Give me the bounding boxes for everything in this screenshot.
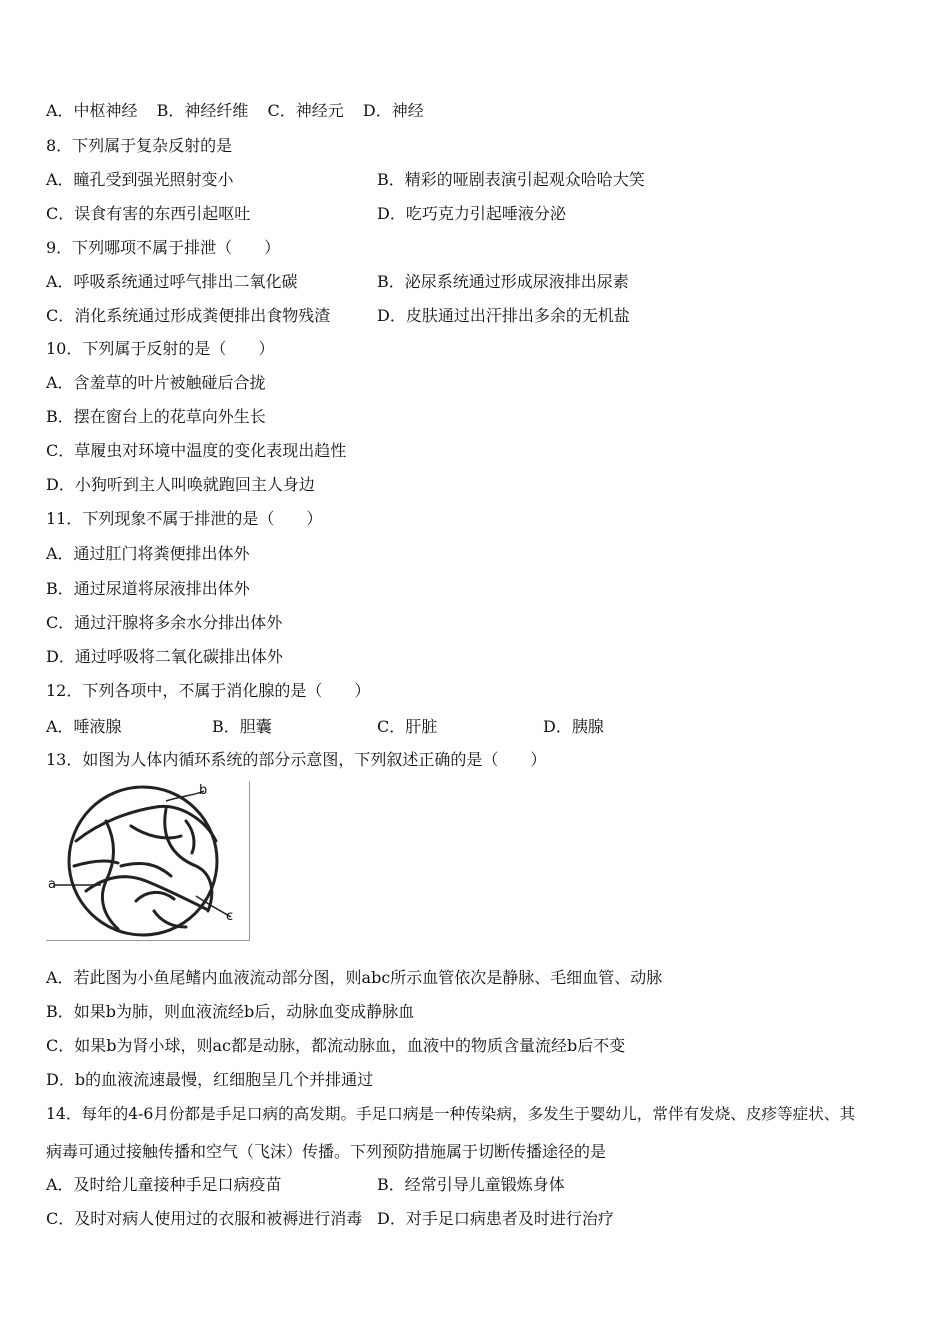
q10-option-d: D．小狗听到主人叫唤就跑回主人身边 <box>46 475 315 494</box>
q14-option-b: B．经常引导儿童锻炼身体 <box>377 1175 565 1194</box>
q14-option-d: D．对手足口病患者及时进行治疗 <box>377 1209 614 1228</box>
q11-option-b: B．通过尿道将尿液排出体外 <box>46 579 250 598</box>
q11-stem: 11．下列现象不属于排泄的是（ ） <box>46 509 323 528</box>
q11-option-d: D．通过呼吸将二氧化碳排出体外 <box>46 647 283 666</box>
q13-stem: 13．如图为人体内循环系统的部分示意图，下列叙述正确的是（ ） <box>46 750 547 769</box>
q9-stem: 9．下列哪项不属于排泄（ ） <box>46 238 281 257</box>
q9-option-b: B．泌尿系统通过形成尿液排出尿素 <box>377 272 629 291</box>
q13-option-a: A．若此图为小鱼尾鳍内血液流动部分图，则abc所示血管依次是静脉、毛细血管、动脉 <box>46 968 663 987</box>
q10-stem: 10．下列属于反射的是（ ） <box>46 339 275 358</box>
q8-stem: 8．下列属于复杂反射的是 <box>46 136 233 155</box>
q8-option-d: D．吃巧克力引起唾液分泌 <box>377 204 566 223</box>
q9-option-a: A．呼吸系统通过呼气排出二氧化碳 <box>46 272 298 291</box>
figure-label-b: b <box>199 783 208 798</box>
q12-option-a: A．唾液腺 <box>46 717 122 736</box>
q8-option-b: B．精彩的哑剧表演引起观众哈哈大笑 <box>377 170 645 189</box>
q12-option-c: C．肝脏 <box>377 717 438 736</box>
q14-option-c: C．及时对病人使用过的衣服和被褥进行消毒 <box>46 1209 363 1228</box>
q13-option-c: C．如果b为肾小球，则ac都是动脉，都流动脉血，血液中的物质含量流经b后不变 <box>46 1036 626 1055</box>
q7-option-b: B．神经纤维 <box>156 101 249 120</box>
q7-option-d: D．神经 <box>362 101 424 120</box>
q14-stem-line2: 病毒可通过接触传播和空气（飞沫）传播。下列预防措施属于切断传播途径的是 <box>46 1142 607 1161</box>
q7-option-c: C．神经元 <box>267 101 344 120</box>
q9-option-c: C．消化系统通过形成粪便排出食物残渣 <box>46 306 331 325</box>
capillary-network-drawing <box>46 781 249 940</box>
figure-label-c: c <box>226 909 234 924</box>
q13-option-b: B．如果b为肺，则血液流经b后，动脉血变成静脉血 <box>46 1002 415 1021</box>
q12-options <box>0 716 950 738</box>
q12-stem: 12．下列各项中，不属于消化腺的是（ ） <box>46 681 371 700</box>
q13-option-d: D．b的血液流速最慢，红细胞呈几个并排通过 <box>46 1070 374 1089</box>
q10-option-a: A．含羞草的叶片被触碰后合拢 <box>46 373 266 392</box>
q9-option-d: D．皮肤通过出汗排出多余的无机盐 <box>377 306 630 325</box>
circulation-figure <box>46 781 250 941</box>
figure-label-a: a <box>48 877 56 892</box>
q7-option-a: A．中枢神经 <box>46 101 138 120</box>
q12-option-b: B．胆囊 <box>212 717 272 736</box>
q7-options <box>46 100 424 122</box>
q10-option-c: C．草履虫对环境中温度的变化表现出趋性 <box>46 441 347 460</box>
q11-option-a: A．通过肛门将粪便排出体外 <box>46 544 250 563</box>
q14-stem-line1: 14．每年的4-6月份都是手足口病的高发期。手足口病是一种传染病，多发生于婴幼儿，常伴有发烧、皮疹等症状、其 <box>46 1105 856 1123</box>
q11-option-c: C．通过汗腺将多余水分排出体外 <box>46 613 283 632</box>
q12-option-d: D．胰腺 <box>543 717 604 736</box>
q8-option-c: C．误食有害的东西引起呕吐 <box>46 204 251 223</box>
q8-option-a: A．瞳孔受到强光照射变小 <box>46 170 234 189</box>
q14-option-a: A．及时给儿童接种手足口病疫苗 <box>46 1175 282 1194</box>
q10-option-b: B．摆在窗台上的花草向外生长 <box>46 407 266 426</box>
